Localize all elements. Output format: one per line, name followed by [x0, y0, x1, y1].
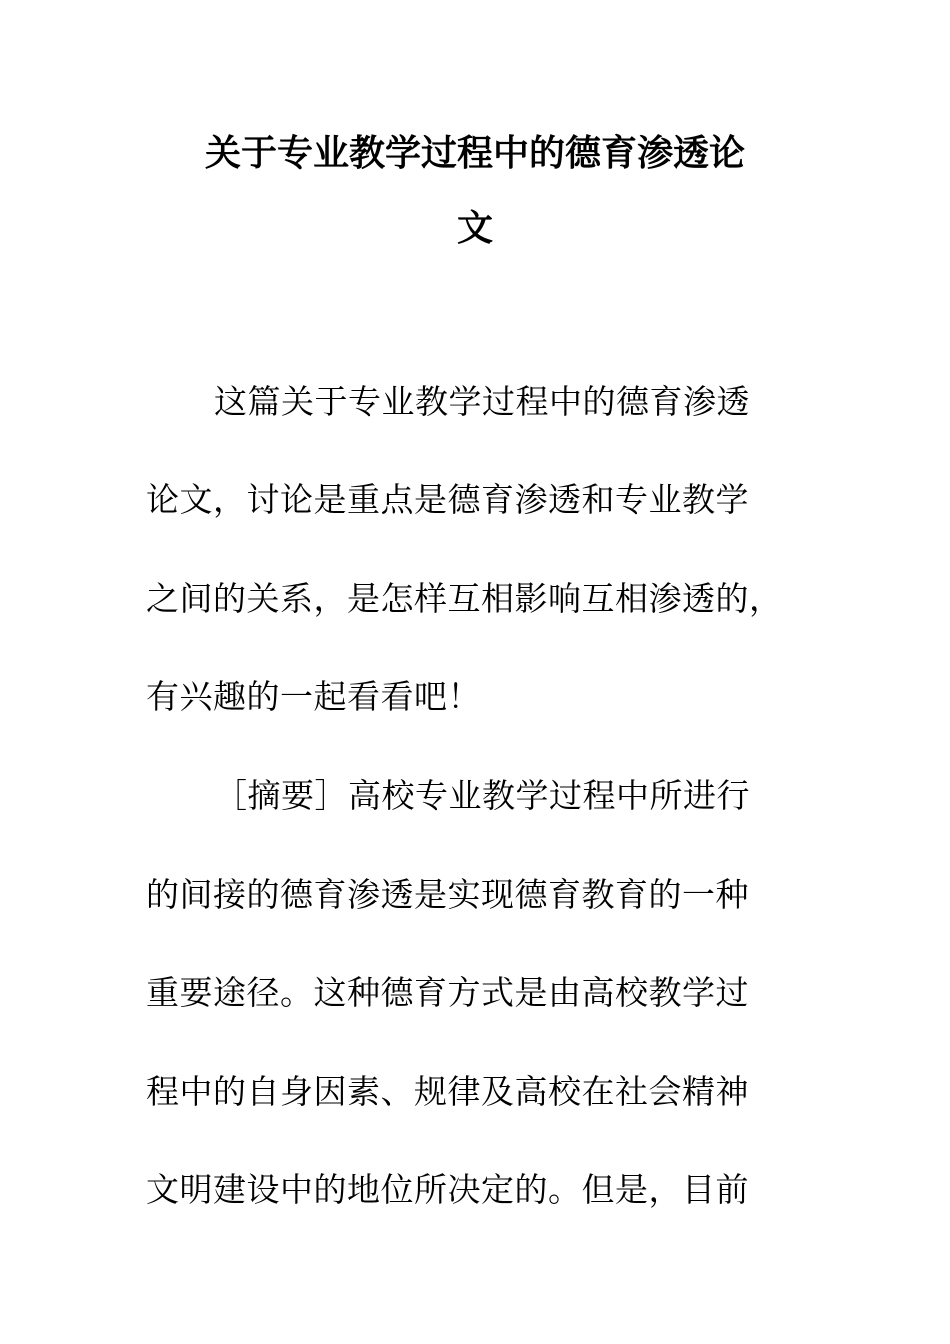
intro-line-2: 论文，讨论是重点是德育渗透和专业教学 [146, 480, 749, 519]
intro-line-1: 这篇关于专业教学过程中的德育渗透 [214, 382, 750, 421]
abstract-line-4: 程中的自身因素、规律及高校在社会精神 [146, 1072, 749, 1111]
intro-line-3: 之间的关系，是怎样互相影响互相渗透的， [146, 579, 783, 618]
abstract-line-1: ［摘要］高校专业教学过程中所进行 [214, 776, 750, 815]
intro-line-4: 有兴趣的一起看看吧！ [146, 677, 481, 716]
document-title-line-2: 文 [456, 207, 493, 249]
abstract-line-3: 重要途径。这种德育方式是由高校教学过 [146, 973, 749, 1012]
document-title-line-1: 关于专业教学过程中的德育渗透论 [204, 132, 745, 174]
abstract-line-2: 的间接的德育渗透是实现德育教育的一种 [146, 875, 749, 914]
abstract-line-5: 文明建设中的地位所决定的。但是，目前 [146, 1170, 749, 1209]
